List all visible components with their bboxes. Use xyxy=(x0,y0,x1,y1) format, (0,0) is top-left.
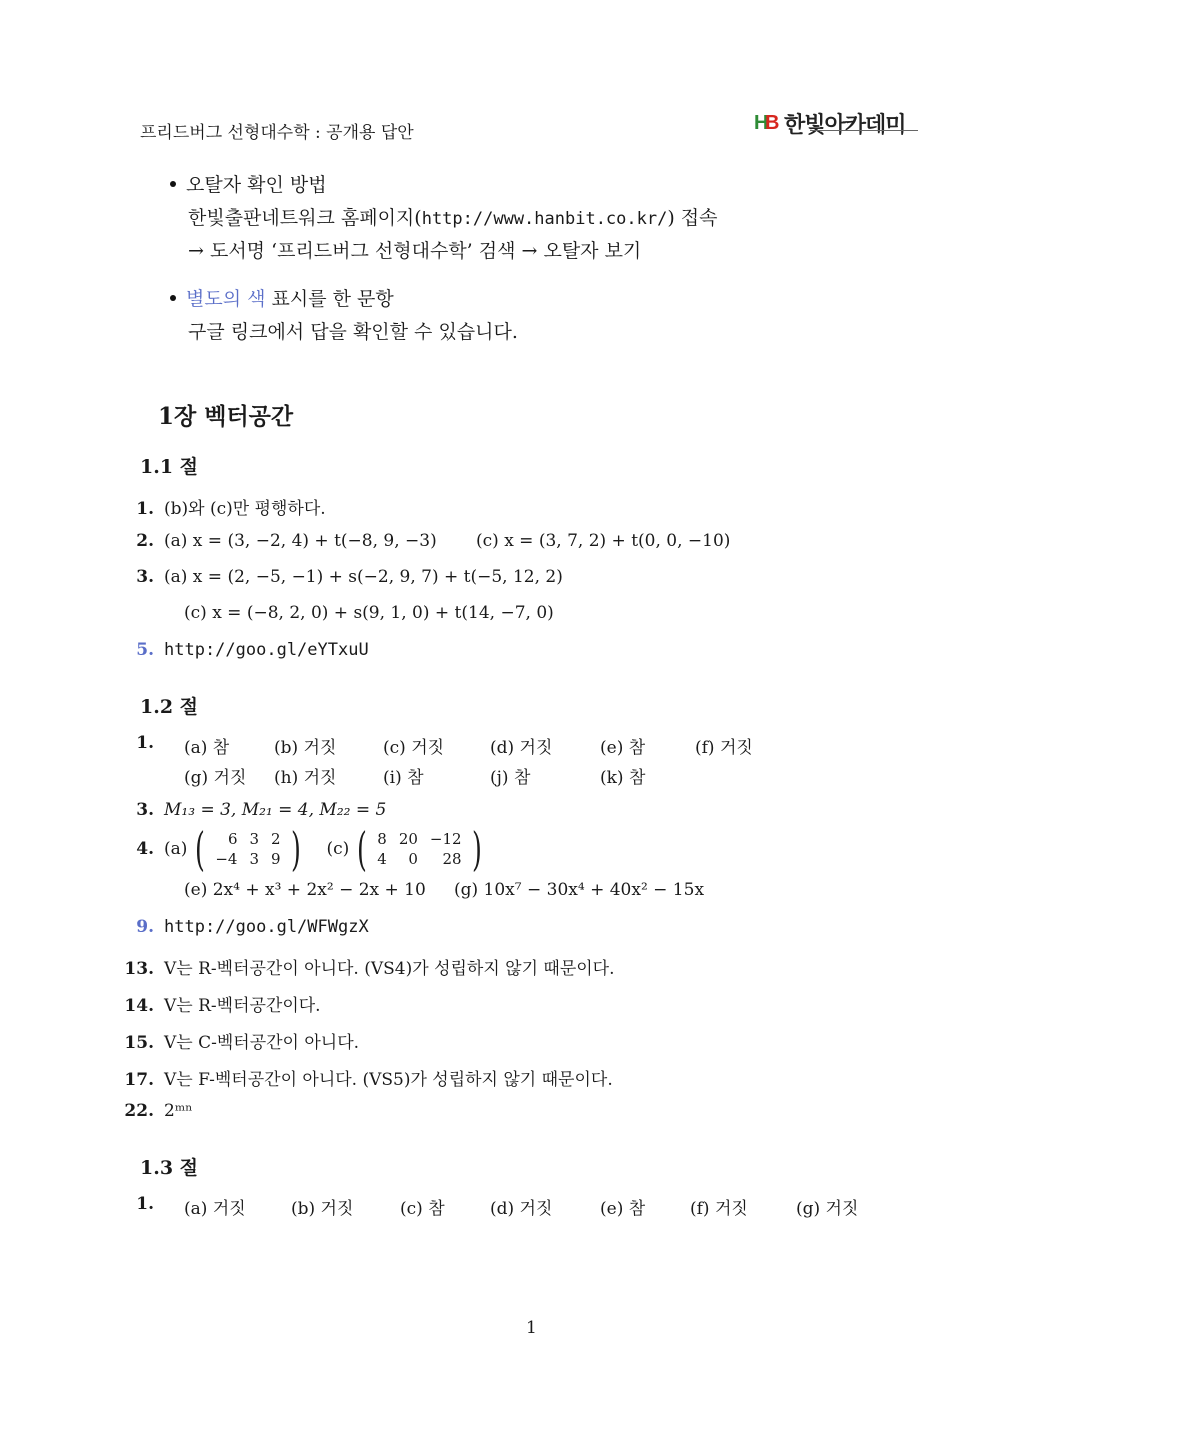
answer-1-2-22: 22. 2ᵐⁿ xyxy=(124,1101,193,1121)
google-link-1-2-9[interactable]: http://goo.gl/WFWgzX xyxy=(164,917,369,937)
bullet-dot-icon xyxy=(170,295,176,301)
page-number: 1 xyxy=(526,1318,537,1338)
answer-1-2-9: 9. http://goo.gl/WFWgzX xyxy=(136,917,369,937)
errata-line-1: 한빛출판네트워크 홈페이지(http://www.hanbit.co.kr/) 접속 xyxy=(188,207,718,229)
tf-cell: (c) 참 xyxy=(400,1199,445,1219)
answer-1-2-3: 3. M₁₃ = 3, M₂₁ = 4, M₂₂ = 5 xyxy=(136,800,387,820)
answer-1-2-17: 17. V는 F-벡터공간이 아니다. (VS5)가 성립하지 않기 때문이다. xyxy=(124,1070,613,1090)
section-title-1-2: 1.2 절 xyxy=(140,696,199,718)
section-title-1-1: 1.1 절 xyxy=(140,456,199,478)
answer-1-2-4: 4. (a) ( 6 3 2 −4 3 9 ) (c) ( 8 20 −12 4 0 28 ) xyxy=(124,826,486,872)
answer-1-1-2: 2. (a) x = (3, −2, 4) + t(−8, 9, −3) xyxy=(136,531,437,551)
tf-cell: (j) 참 xyxy=(490,768,531,788)
answer-1-2-15: 15. V는 C-벡터공간이 아니다. xyxy=(124,1033,360,1053)
tf-cell: (a) 참 xyxy=(184,738,230,758)
tf-cell: (d) 거짓 xyxy=(490,738,553,758)
google-link-1-1-5[interactable]: http://goo.gl/eYTxuU xyxy=(164,640,369,660)
answer-1-1-3c: (c) x = (−8, 2, 0) + s(9, 1, 0) + t(14, −7, 0) xyxy=(184,603,554,623)
hanbit-link[interactable]: http://www.hanbit.co.kr/ xyxy=(421,209,668,229)
bullet-dot-icon xyxy=(170,181,176,187)
matrix-a: ( 6 3 2 −4 3 9 ) xyxy=(195,822,301,876)
tf-cell: (e) 참 xyxy=(600,1199,646,1219)
tf-cell: (a) 거짓 xyxy=(184,1199,246,1219)
answer-1-1-1: 1. (b)와 (c)만 평행하다. xyxy=(136,499,326,519)
answer-1-2-4e: (e) 2x⁴ + x³ + 2x² − 2x + 10 xyxy=(184,880,426,900)
answer-1-1-5: 5. http://goo.gl/eYTxuU xyxy=(136,640,369,660)
tf-cell: (f) 거짓 xyxy=(690,1199,748,1219)
matrix-c: ( 8 20 −12 4 0 28 ) xyxy=(357,822,482,876)
answer-1-1-2c: (c) x = (3, 7, 2) + t(0, 0, −10) xyxy=(476,531,731,551)
answer-1-3-1-num: 1. xyxy=(136,1194,154,1214)
section-title-1-3: 1.3 절 xyxy=(140,1157,199,1179)
tf-cell: (c) 거짓 xyxy=(383,738,445,758)
chapter-title: 1장 벡터공간 xyxy=(158,403,294,430)
tf-cell: (k) 참 xyxy=(600,768,646,788)
answer-1-2-13: 13. V는 R-벡터공간이 아니다. (VS4)가 성립하지 않기 때문이다. xyxy=(124,959,615,979)
publisher-logo xyxy=(754,110,906,136)
tf-cell: (g) 거짓 xyxy=(184,768,247,788)
logo-text: 한빛아카데미 xyxy=(784,112,906,138)
tf-cell: (b) 거짓 xyxy=(291,1199,354,1219)
answer-1-2-4g: (g) 10x⁷ − 30x⁴ + 40x² − 15x xyxy=(454,880,705,900)
tf-cell: (b) 거짓 xyxy=(274,738,337,758)
tf-cell: (i) 참 xyxy=(383,768,424,788)
answer-1-2-14: 14. V는 R-벡터공간이다. xyxy=(124,996,321,1016)
errata-bullet: 오탈자 확인 방법 xyxy=(170,170,327,197)
color-note-bullet: 별도의 색 표시를 한 문항 xyxy=(170,284,394,311)
color-note-highlight: 별도의 색 xyxy=(186,288,266,310)
tf-cell: (d) 거짓 xyxy=(490,1199,553,1219)
errata-line-2: → 도서명 ‘프리드버그 선형대수학’ 검색 → 오탈자 보기 xyxy=(188,240,642,262)
tf-cell: (g) 거짓 xyxy=(796,1199,859,1219)
answer-1-1-3: 3. (a) x = (2, −5, −1) + s(−2, 9, 7) + t(−5, 12, 2) xyxy=(136,567,563,587)
logo-mark: H B xyxy=(754,112,780,134)
tf-cell: (f) 거짓 xyxy=(695,738,753,758)
logo-underline xyxy=(810,130,918,131)
header-title: 프리드버그 선형대수학 : 공개용 답안 xyxy=(140,123,414,143)
tf-cell: (e) 참 xyxy=(600,738,646,758)
answer-1-2-1-num: 1. xyxy=(136,733,154,753)
tf-cell: (h) 거짓 xyxy=(274,768,337,788)
color-note-line-2: 구글 링크에서 답을 확인할 수 있습니다. xyxy=(188,321,518,343)
